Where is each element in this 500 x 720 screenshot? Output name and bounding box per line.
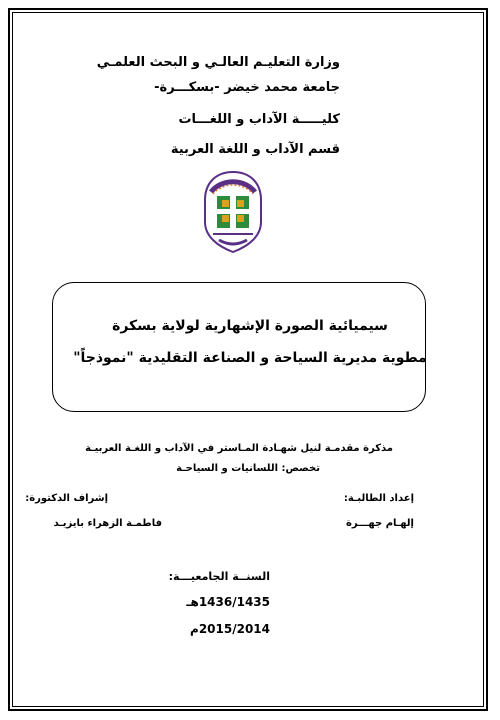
student-name: إلهـام جهـــرة (346, 518, 414, 529)
memo-description: مذكرة مقدمـة لنيل شهـادة المـاستر في الآداب و اللغـة العربيـة (85, 443, 393, 454)
department-name: قسم الآداب و اللغة العربية (170, 142, 340, 157)
university-name: جامعة محمد خيضر -بسكـــرة- (154, 80, 340, 95)
faculty-name: كليـــــة الآداب و اللغـــات (178, 112, 340, 127)
supervision-label: إشراف الدكتورة: (25, 493, 108, 504)
title-box (52, 282, 426, 412)
academic-year-label: السنــة الجامعيـــة: (168, 570, 270, 583)
ministry-name: وزارة التعليـم العالـي و البحث العلمـي (96, 55, 340, 70)
thesis-title-line2: مطوية مديرية السياحة و الصناعة التقليدية "نموذجاً" (73, 350, 427, 366)
thesis-title-line1: سيميائية الصورة الإشهارية لولاية بسكرة (112, 318, 388, 334)
gregorian-year: 2015/2014م (190, 622, 270, 636)
university-emblem-icon (203, 170, 263, 255)
specialty: تخصص: اللسانيات و السياحـة (176, 463, 320, 474)
hijri-year: 1436/1435هـ (186, 595, 270, 609)
prepared-by-label: إعداد الطالبـة: (343, 493, 414, 504)
supervisor-name: فاطمـة الزهراء بايزيـد (53, 518, 162, 529)
